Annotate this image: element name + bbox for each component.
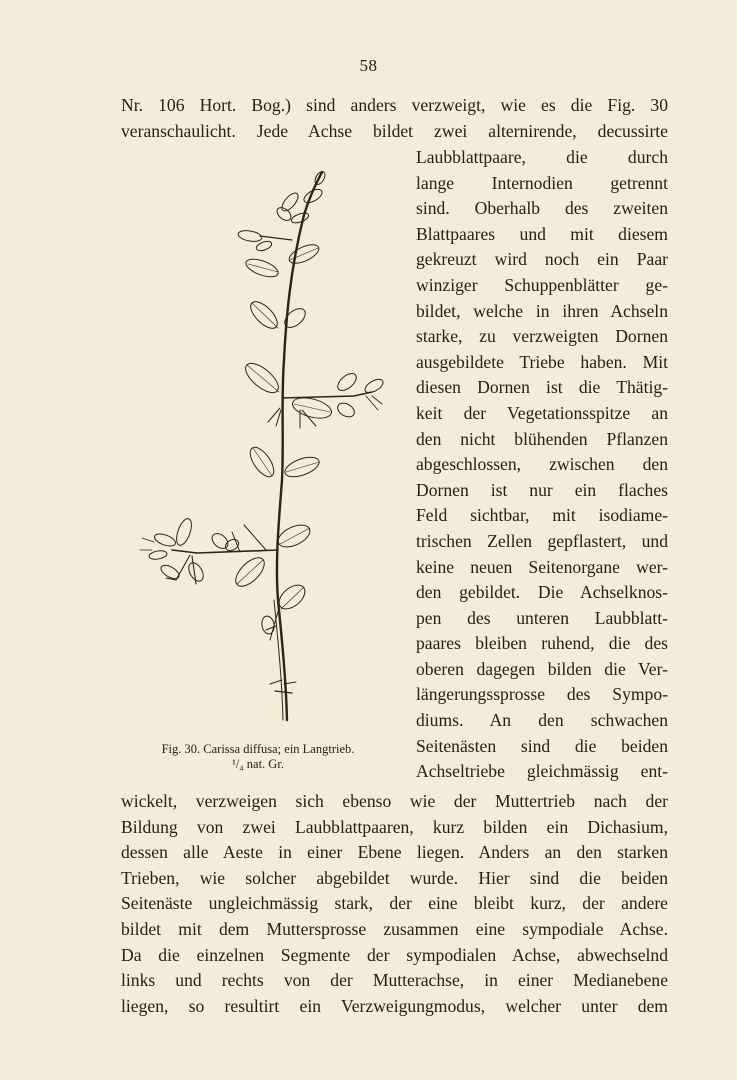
text-line: wickelt, verzweigen sich ebenso wie der Muttertrieb nach der [121, 791, 668, 811]
text-line: ausgebildete Triebe haben. Mit [416, 351, 668, 372]
text-line: bildet, welche in ihren Achseln [416, 300, 668, 321]
text-line: Da die einzelnen Segmente der sympodialen Achse, abwechselnd [121, 944, 668, 965]
text-line: starke, zu verzweigten Dornen [416, 326, 668, 347]
page-number: 58 [359, 56, 378, 75]
top-paragraph [121, 93, 668, 144]
text-line: diesen Dornen ist die Thätig- [416, 377, 668, 398]
text-line: diums. An den schwachen [416, 710, 668, 731]
text-line: lange Internodien getrennt [416, 172, 668, 193]
text-line: winziger Schuppenblätter ge- [416, 274, 668, 295]
side-column-text [416, 145, 668, 785]
text-line: längerungssprosse des Sympo- [416, 684, 668, 705]
text-line: Seitenästen sind die beiden [416, 735, 668, 756]
caption-scale: ¹/₄ nat. Gr. [232, 757, 284, 771]
text-line: Bildung von zwei Laubblattpaaren, kurz bilden ein Dichasium, [121, 816, 668, 837]
text-line: Blattpaares und mit diesem [416, 223, 668, 244]
text-line: oberen dagegen bilden die Ver- [416, 658, 668, 679]
text-line: Achseltriebe gleichmässig ent- [416, 761, 668, 782]
text-line: den nicht blühenden Pflanzen [416, 428, 668, 449]
text-line: gekreuzt wird noch ein Paar [416, 249, 668, 270]
text-line: keine neuen Seitenorgane wer- [416, 556, 668, 577]
text-line: dessen alle Aeste in einer Ebene liegen. Anders an den starken [121, 842, 668, 863]
text-line: Laubblattpaare, die durch [416, 147, 668, 167]
caption-line: Fig. 30. Carissa diffusa; ein Langtrieb. [161, 742, 355, 756]
text-line: Feld sichtbar, mit isodiame- [416, 505, 668, 526]
text-line: bildet mit dem Muttersprosse zusammen eine sympodiale Achse. [121, 918, 668, 939]
text-line: pen des unteren Laubblatt- [416, 607, 668, 628]
text-line: den gebildet. Die Achselknos- [416, 582, 668, 603]
text-line: links und rechts von der Mutterachse, in einer Medianebene [121, 970, 668, 991]
text-line: veranschaulicht. Jede Achse bildet zwei alternirende, decussirte [121, 120, 668, 141]
text-line: liegen, so resultirt ein Verzweigungmodus, welcher unter dem [121, 995, 668, 1016]
bottom-paragraph [121, 789, 668, 1019]
figure-caption [112, 742, 404, 772]
text-line: Seitenäste ungleichmässig stark, der eine bleibt kurz, der andere [121, 893, 668, 914]
text-line: Dornen ist nur ein flaches [416, 479, 668, 500]
text-line: sind. Oberhalb des zweiten [416, 198, 668, 219]
text-line: abgeschlossen, zwischen den [416, 454, 668, 475]
text-line: Nr. 106 Hort. Bog.) sind anders verzweigt, wie es die Fig. 30 [121, 95, 668, 115]
text-line: paares bleiben ruhend, die des [416, 633, 668, 654]
text-line: trischen Zellen gepflastert, und [416, 530, 668, 551]
plant-illustration [132, 160, 402, 735]
text-line: keit der Vegetationsspitze an [416, 402, 668, 423]
text-line: Trieben, wie solcher abgebildet wurde. Hier sind die beiden [121, 867, 668, 888]
